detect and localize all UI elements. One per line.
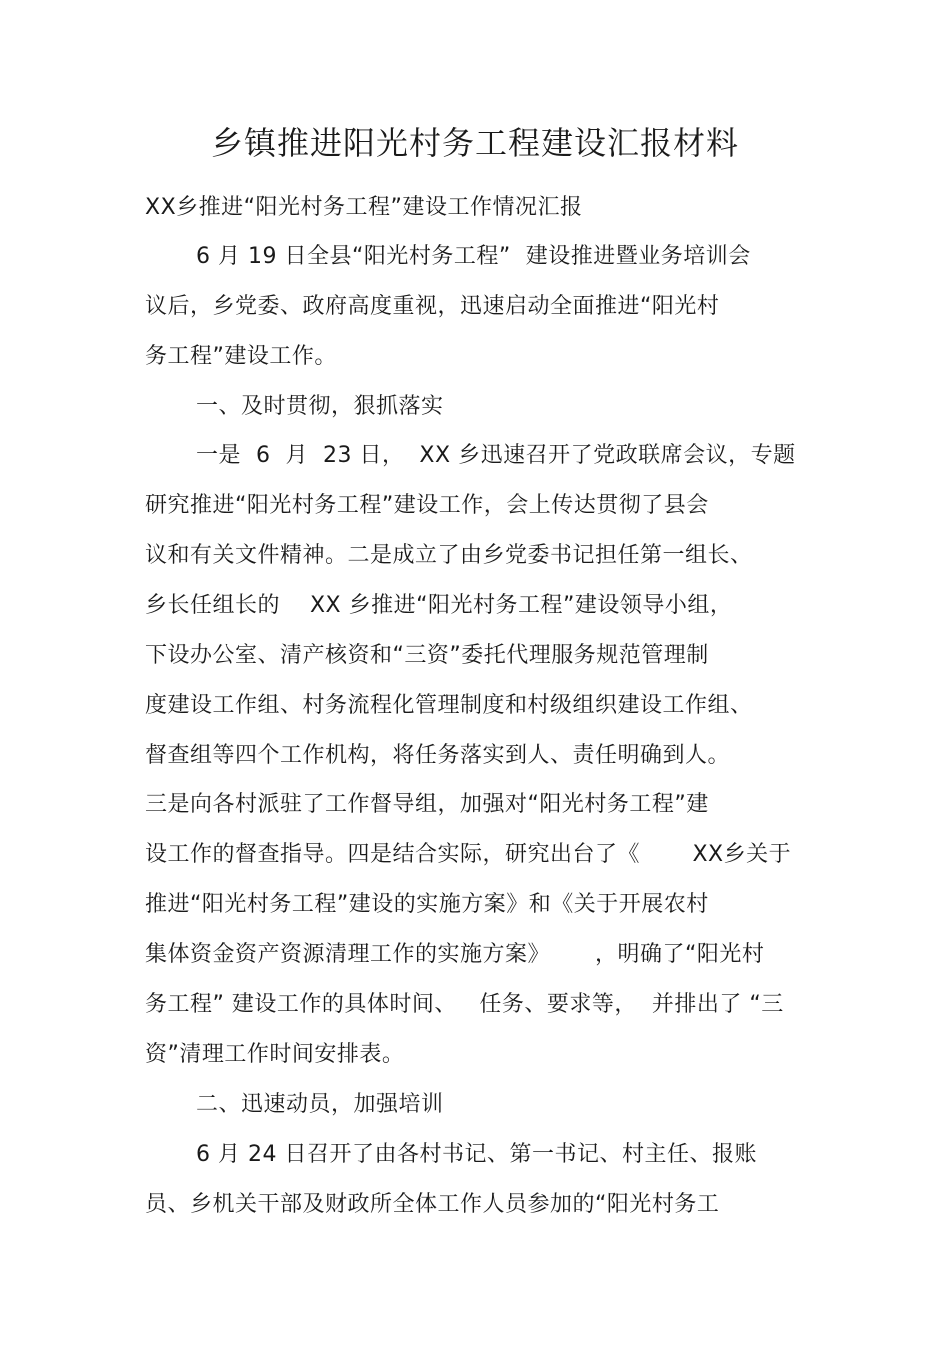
paragraph-line: 三是向各村派驻了工作督导组，加强对“阳光村务工程”建 bbox=[145, 792, 709, 817]
paragraph-line: 集体资金资产资源清理工作的实施方案》 ，明确了“阳光村 bbox=[145, 942, 765, 967]
paragraph-line: 6 月 19 日全县“阳光村务工程” 建设推进暨业务培训会 bbox=[196, 244, 751, 269]
paragraph-line: 下设办公室、清产核资和“三资”委托代理服务规范管理制 bbox=[145, 643, 709, 668]
paragraph-line: 资”清理工作时间安排表。 bbox=[145, 1042, 405, 1067]
subtitle-line: XX乡推进“阳光村务工程”建设工作情况汇报 bbox=[145, 195, 583, 220]
paragraph-line: 务工程” 建设工作的具体时间、 任务、要求等， 并排出了 “三 bbox=[145, 992, 784, 1017]
paragraph-line: 议和有关文件精神。二是成立了由乡党委书记担任第一组长、 bbox=[145, 543, 753, 568]
section-heading: 一、及时贯彻，狠抓落实 bbox=[196, 394, 444, 419]
paragraph-line: 乡长任组长的 XX 乡推进“阳光村务工程”建设领导小组， bbox=[145, 593, 733, 618]
paragraph-line: 研究推进“阳光村务工程”建设工作，会上传达贯彻了县会 bbox=[145, 493, 709, 518]
paragraph-line: 议后，乡党委、政府高度重视，迅速启动全面推进“阳光村 bbox=[145, 294, 720, 319]
paragraph-line: 设工作的督查指导。四是结合实际，研究出台了《 XX乡关于 bbox=[145, 842, 792, 867]
section-heading: 二、迅速动员，加强培训 bbox=[196, 1092, 444, 1117]
paragraph-line: 一是 6 月 23 日， XX 乡迅速召开了党政联席会议，专题 bbox=[196, 443, 796, 468]
paragraph-line: 员、乡机关干部及财政所全体工作人员参加的“阳光村务工 bbox=[145, 1192, 720, 1217]
paragraph-line: 务工程”建设工作。 bbox=[145, 344, 337, 369]
document-title: 乡镇推进阳光村务工程建设汇报材料 bbox=[210, 124, 739, 162]
paragraph-line: 6 月 24 日召开了由各村书记、第一书记、村主任、报账 bbox=[196, 1142, 757, 1167]
paragraph-line: 度建设工作组、村务流程化管理制度和村级组织建设工作组、 bbox=[145, 693, 753, 718]
paragraph-line: 督查组等四个工作机构，将任务落实到人、责任明确到人。 bbox=[145, 743, 731, 768]
paragraph-line: 推进“阳光村务工程”建设的实施方案》和《关于开展农村 bbox=[145, 892, 709, 917]
